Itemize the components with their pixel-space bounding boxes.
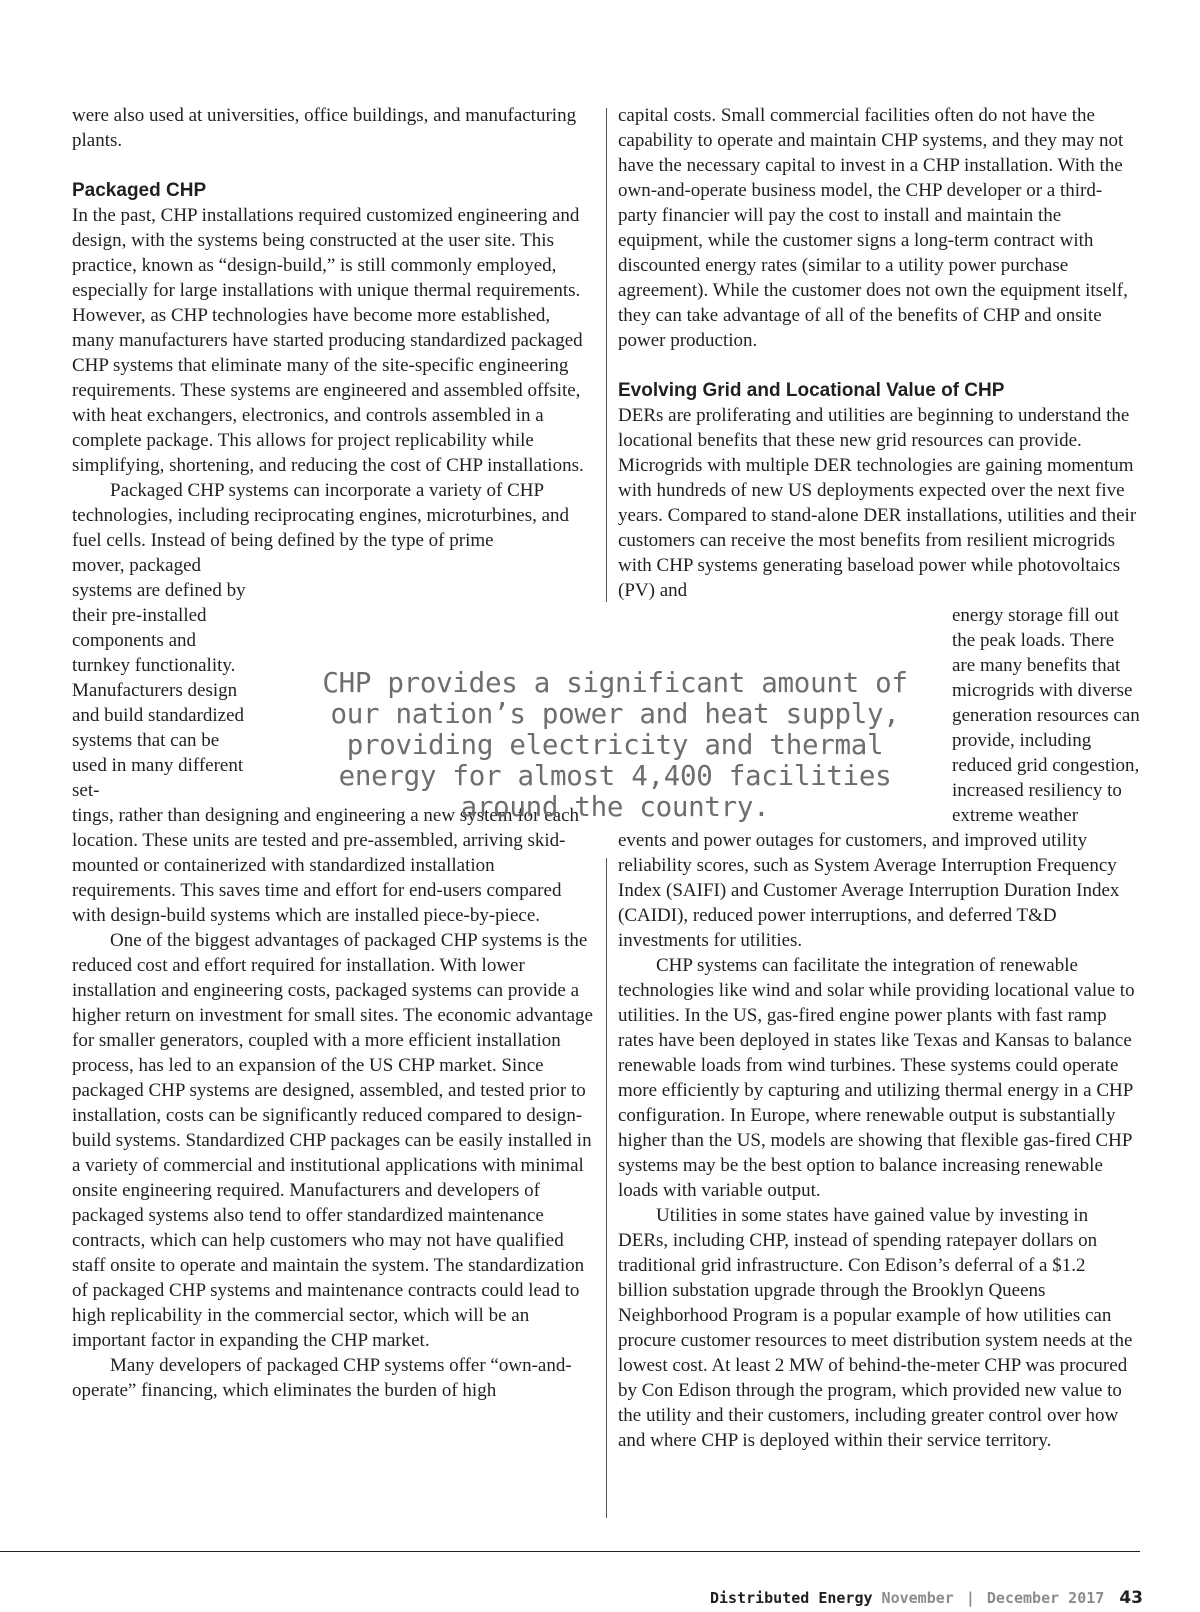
page-footer [710,1588,1143,1608]
paragraph: Packaged CHP systems can incorporate a variety of CHP technologies, including reciprocating engines, microturbines, and fuel cells. Instead of being defined by the type of prime [72,480,570,551]
paragraph-wrap: mover, packaged systems are defined by their pre-installed components and turnkey functionality. Manufacturers design and build standardized systems that can be used in many different set- [72,555,246,801]
paragraph: One of the biggest advantages of packaged CHP systems is the reduced cost and effort required for installation. With lower installation and engineering costs, packaged systems can provide a higher return on investment for small sites. The economic advantage for smaller generators, coupled with a more efficient installation process, has led to an expansion of the US CHP market. Since packaged CHP systems are designed, assembled, and tested prior to installation, costs can be significantly reduced compared to design-build systems. Standardized CHP packages can be easily installed in a variety of commercial and institutional applications with minimal onsite engineering required. Manufacturers and developers of packaged systems also tend to offer standardized maintenance contracts, which can help customers who may not have qualified staff onsite to operate and maintain the system. The standardization of packaged CHP systems and maintenance contracts could lead to high replicability in the commercial sector, which will be an important factor in expanding the CHP market. [72,930,593,1351]
column-rule-bottom [606,858,607,1518]
pull-quote: CHP provides a significant amount of our nation’s power and heat supply, providing electricity and thermal energy for almost 4,400 facilities around the country. [322,667,908,823]
magazine-title: Distributed Energy [709,1589,873,1607]
paragraph: tings, rather than designing and engineering a new system for each location. These units are tested and pre-assembled, arriving skid-mounted or containerized with standardized installation requirements. This saves time and effort for end-users compared with design-build systems which are installed piece-by-piece. [72,805,580,926]
paragraph: events and power outages for customers, and improved utility reliability scores, such as System Average Interruption Frequency Index (SAIFI) and Customer Average Interruption Duration Index (CAIDI), reduced power interruptions, and deferred T&D investments for utilities. [618,830,1120,951]
paragraph: capital costs. Small commercial facilities often do not have the capability to operate and maintain CHP systems, and they may not have the necessary capital to invest in a CHP installation. With the own-and-operate business model, the CHP developer or a third-party financier will pay the cost to install and maintain the equipment, while the customer signs a long-term contract with discounted energy rates (similar to a utility power purchase agreement). While the customer does not own the equipment itself, they can take advantage of all of the benefits of CHP and onsite power production. [618,105,1128,351]
paragraph: DERs are proliferating and utilities are beginning to understand the locational benefits that these new grid resources can provide. Microgrids with multiple DER technologies are gaining momentum with hundreds of new US deployments expected over the next five years. Compared to stand-alone DER installations, utilities and their customers can receive the most benefits from resilient microgrids with CHP systems generating baseload power while photovoltaics (PV) and [618,405,1137,601]
paragraph: Utilities in some states have gained value by investing in DERs, including CHP, instead of spending ratepayer dollars on traditional grid infrastructure. Con Edison’s deferral of a $1.2 billion substation upgrade through the Brooklyn Queens Neighborhood Program is a popular example of how utilities can procure customer resources to meet distribution system needs at the lowest cost. At least 2 MW of behind-the-meter CHP was procured by Con Edison through the program, which provided new value to the utility and their customers, including greater control over how and where CHP is deployed within their service territory. [618,1205,1133,1451]
footer-separator: | [965,1589,975,1607]
footer-rule [0,1551,1140,1552]
paragraph: In the past, CHP installations required customized engineering and design, with the systems being constructed at the user site. This practice, known as “design-build,” is still commonly employed, especially for large installations with unique thermal requirements. However, as CHP technologies have become more established, many manufacturers have started producing standardized packaged CHP systems that eliminate many of the site-specific engineering requirements. These systems are engineered and assembled offsite, with heat exchangers, electronics, and controls assembled in a complete package. This allows for project replicability while simplifying, shortening, and reducing the cost of CHP installations. [72,205,584,476]
issue-date: December 2017 [986,1589,1105,1607]
paragraph: CHP systems can facilitate the integration of renewable technologies like wind and solar while providing locational value to utilities. In the US, gas-fired engine power plants with fast ramp rates have been deployed in states like Texas and Kansas to balance renewable loads from wind turbines. These systems could operate more efficiently by capturing and utilizing thermal energy in a CHP configuration. In Europe, where renewable output is substantially higher than the US, models are showing that flexible gas-fired CHP systems may be the best option to balance increasing renewable loads with variable output. [618,955,1135,1201]
paragraph: Many developers of packaged CHP systems offer “own-and-operate” financing, which eliminates the burden of high [72,1355,572,1401]
section-heading-packaged-chp: Packaged CHP [72,180,207,201]
paragraph-wrap: energy storage fill out the peak loads. There are many benefits that microgrids with diverse generation resources can provide, including reduced grid congestion, increased resiliency to extreme weather [952,605,1140,826]
issue-month: November [881,1589,954,1607]
paragraph: were also used at universities, office buildings, and manufacturing plants. [72,105,577,151]
page-number: 43 [1119,1588,1143,1608]
section-heading-evolving-grid: Evolving Grid and Locational Value of CHP [618,380,1005,401]
column-rule-top [606,108,607,602]
